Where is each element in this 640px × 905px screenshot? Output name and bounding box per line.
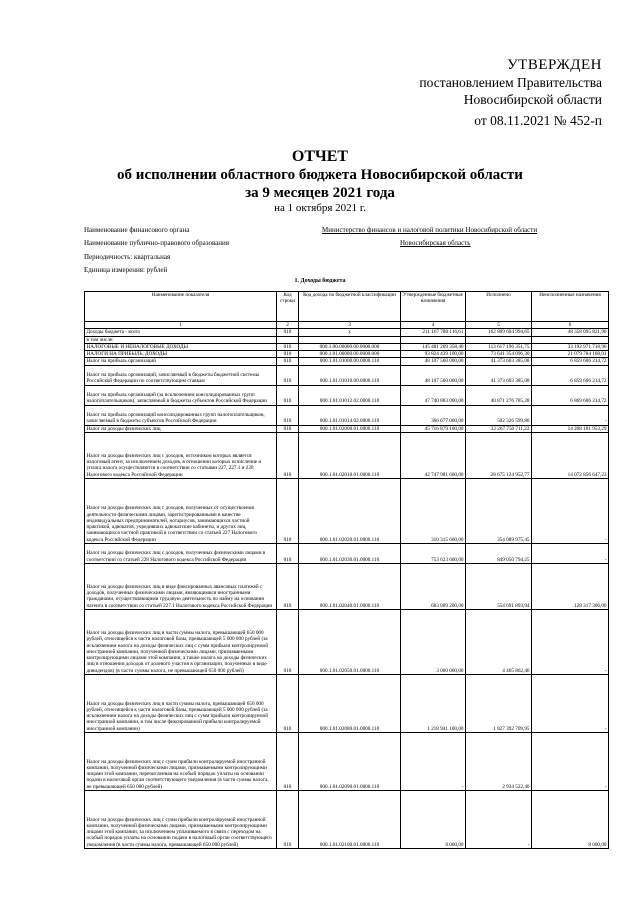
cell-line [277, 336, 299, 343]
column-number-row [85, 322, 609, 329]
approval-title: УТВЕРЖДЕН [507, 57, 602, 73]
cell-code: x [299, 329, 401, 336]
cell-line: 010 [277, 385, 299, 405]
table-row [85, 365, 609, 385]
cell-unexecuted: 48 358 095 821,96 [532, 329, 609, 336]
cell-code: 000.1.01.02100.01.0000.110 [299, 791, 401, 849]
table-row [85, 358, 609, 365]
cell-name: НАЛОГОВЫЕ И НЕНАЛОГОВЫЕ ДОХОДЫ [85, 343, 277, 350]
table-row [85, 479, 609, 544]
cell-name: в том числе: [85, 336, 277, 343]
entity-label: Наименование публично-правового образования [84, 239, 229, 247]
table-header-row [85, 292, 609, 322]
cell-name: Налог на доходы физических лиц с доходов, полученных физическими лицами в соответствии со статьей 228 Налогового кодекса Российской Федерации [85, 544, 277, 564]
table-row [85, 351, 609, 358]
approval-block [372, 57, 602, 108]
cell-unexecuted: 14 072 856 647,23 [532, 433, 609, 479]
cell-name: Налог на доходы физических лиц в виде фиксированных авансовых платежей с доходов, полученных физическими лицами, являющимися иностранными гражданами, осуществляющими трудовую деятельность по найму на основании патента в соответствии со статьей 227.1 Налогового кодекса Российской Федерации [85, 564, 277, 610]
periodicity-label: Периодичность: квартальная [84, 253, 171, 261]
cell-executed: - [466, 791, 532, 849]
cell-name: Доходы бюджета - всего [85, 329, 277, 336]
cell-unexecuted: 8 000,00 [532, 791, 609, 849]
cell-approved: - [401, 733, 466, 791]
cell-approved [401, 336, 466, 343]
cell-executed: 554 691 893,94 [466, 564, 532, 610]
cell-code: 000.1.01.02040.01.0000.110 [299, 564, 401, 610]
cell-unexecuted: 21 079 784 168,01 [532, 351, 609, 358]
approval-line-2: постановлением Правительства [419, 75, 602, 90]
cell-unexecuted: - [532, 675, 609, 733]
cell-executed: 41 373 603 385,08 [466, 358, 532, 365]
cell-name: Налог на доходы физических лиц с доходов, полученных от осуществления деятельности физическими лицами, зарегистрированными в качестве индивидуальных предпринимателей, нотариусов, занимающихся частной практикой, адвокатов, учредивших адвокатские кабинеты, и других лиц, занимающихся частной практикой в соответствии со статьей 227 Налогового кодекса Российской Федерации [85, 479, 277, 544]
cell-name: НАЛОГИ НА ПРИБЫЛЬ, ДОХОДЫ [85, 351, 277, 358]
cell-name: Налог на доходы физических лиц с сумм прибыли контролируемой иностранной компании, полученной физическими лицами, признаваемыми контролирующими лицами этой компании, перечисленная на особый порядок уплаты на основании подачи в налоговый орган соответствующего уведомления (в части суммы налога, не превышающей 650 000 рублей) [85, 733, 277, 791]
cell-line: 010 [277, 544, 299, 564]
table-row [85, 336, 609, 343]
cell-unexecuted: - [532, 544, 609, 564]
report-as-of-date: на 1 октября 2021 г. [274, 202, 366, 214]
cell-executed: 32 267 750 711,22 [466, 425, 532, 432]
cell-code: 000.1.01.00000.00.0000.000 [299, 351, 401, 358]
cell-name: Налог на доходы физических лиц в части суммы налога, превышающей 650 000 рублей, относящейся к части налоговой базы, превышающей 5 000 000 рублей (за исключением налога на доходы физических лиц с сумм прибыли контролируемой иностранной компании, в том числе фиксированной прибыли контролируемой иностранной компании) [85, 675, 277, 733]
cell-line: 010 [277, 405, 299, 425]
cell-approved: 8 000,00 [401, 791, 466, 849]
cell-executed: 1 827 392 709,95 [466, 675, 532, 733]
table-row [85, 610, 609, 675]
report-title: ОТЧЕТ [291, 148, 349, 165]
cell-approved: 93 824 439 100,00 [401, 351, 466, 358]
cell-executed [466, 336, 532, 343]
cell-code [299, 336, 401, 343]
cell-unexecuted: 14 208 181 953,29 [532, 425, 609, 432]
approval-line-3: Новосибирской области [463, 92, 602, 107]
cell-code: 000.1.01.02020.01.0000.110 [299, 479, 401, 544]
cell-line: 010 [277, 675, 299, 733]
cell-line: 010 [277, 329, 299, 336]
cell-unexecuted: 128 317 306,06 [532, 564, 609, 610]
cell-line: 010 [277, 479, 299, 544]
cell-executed: 73 641 354 096,30 [466, 351, 532, 358]
cell-name: Налог на прибыль организаций (за исключением консолидированных групп налогоплательщиков), зачисляемый в бюджеты субъектов Российской Федерации [85, 385, 277, 405]
section-title: 1. Доходы бюджета [294, 278, 346, 284]
cell-executed: 849 050 794,25 [466, 544, 532, 564]
cell-approved: 48 107 560 000,00 [401, 358, 466, 365]
cell-code: 000.1.00.00000.00.0000.000 [299, 343, 401, 350]
unit-label: Единица измерения: рублей [84, 266, 168, 274]
table-row [85, 425, 609, 432]
cell-code: 000.1.01.01012.02.0000.110 [299, 385, 401, 405]
cell-line: 010 [277, 564, 299, 610]
cell-approved: 683 009 200,00 [401, 564, 466, 610]
cell-unexecuted: 6 859 606 214,72 [532, 365, 609, 385]
cell-executed: 4 465 862,46 [466, 610, 532, 675]
header-executed: Исполнено [466, 292, 532, 322]
table-row [85, 564, 609, 610]
cell-code: 000.1.01.01000.00.0000.110 [299, 358, 401, 365]
cell-line: 010 [277, 433, 299, 479]
cell-approved: 366 677 000,00 [401, 405, 466, 425]
cell-code: 000.1.01.02090.01.0000.110 [299, 733, 401, 791]
cell-code: 000.1.01.02000.01.0000.110 [299, 425, 401, 432]
cell-name: Налог на доходы физических лиц [85, 425, 277, 432]
table-row [85, 544, 609, 564]
report-subtitle: об исполнении областного бюджета Новосибирской области [117, 167, 523, 183]
table-row [85, 791, 609, 849]
cell-approved: 3 000 000,00 [401, 610, 466, 675]
cell-approved: 48 107 560 000,00 [401, 365, 466, 385]
cell-unexecuted: 33 192 971 718,96 [532, 343, 609, 350]
table-row [85, 733, 609, 791]
entity-value: Новосибирская область [400, 239, 471, 247]
cell-name: Налог на прибыль организаций консолидированных групп налогоплательщиков, зачисляемый в бюджеты субъектов Российской Федерации [85, 405, 277, 425]
cell-approved: 310 315 600,00 [401, 479, 466, 544]
cell-line: 010 [277, 343, 299, 350]
cell-line: 010 [277, 365, 299, 385]
report-period: за 9 месяцев 2021 года [245, 185, 395, 201]
cell-code: 000.1.01.01014.02.0000.110 [299, 405, 401, 425]
cell-line: 010 [277, 791, 299, 849]
cell-unexecuted: - [532, 733, 609, 791]
cell-executed: 41 373 603 385,08 [466, 365, 532, 385]
cell-approved: 211 167 780 116,61 [401, 329, 466, 336]
cell-executed: 162 809 604 994,65 [466, 329, 532, 336]
income-table [84, 291, 609, 849]
cell-executed: 2 934 522,40 [466, 733, 532, 791]
cell-executed: 28 675 124 952,77 [466, 433, 532, 479]
col-number: 6 [532, 322, 609, 329]
cell-approved: 753 623 600,00 [401, 544, 466, 564]
cell-name: Налог на доходы физических лиц с доходов, источником которых является налоговый агент, за исключением доходов, в отношении которых исчисление и уплата налога осуществляются в соответствии со статьями 227, 227.1 и 228 Налогового кодекса Российской Федерации [85, 433, 277, 479]
cell-executed: 502 326 599,80 [466, 405, 532, 425]
table-body [85, 329, 609, 849]
approval-date: от 08.11.2021 № 452-п [474, 113, 602, 128]
cell-line: 010 [277, 425, 299, 432]
cell-name: Налог на доходы физических лиц в части суммы налога, превышающей 650 000 рублей, относящейся к части налоговой базы, превышающей 5 000 000 рублей (за исключением налога на доходы физических лиц с сумм прибыли контролируемой иностранной компании, полученной физическими лицами, признаваемыми контролирующими лицами этой компании, а также налога на доходы физических лиц в отношении доходов от долевого участия в организации, полученных в виде дивидендов) (в части суммы налога, не превышающей 650 000 рублей) [85, 610, 277, 675]
cell-executed: 40 871 276 785,28 [466, 385, 532, 405]
cell-unexecuted: 6 869 606 214,72 [532, 385, 609, 405]
cell-approved: 45 716 879 100,00 [401, 425, 466, 432]
cell-code: 000.1.01.02050.01.0000.110 [299, 610, 401, 675]
fin-organ-value: Министерство финансов и налоговой политики Новосибирской области [322, 226, 538, 234]
cell-name: Налог на доходы физических лиц с сумм прибыли контролируемой иностранной компании, полученной физическими лицами, признаваемыми контролирующими лицами этой компании, за исключением уплачиваемого в связи с переходом на особый порядок уплаты на основании подачи в налоговый орган соответствующего уведомления (в части суммы налога, превышающей 650 000 рублей) [85, 791, 277, 849]
cell-approved: 145 481 209 358,40 [401, 343, 466, 350]
header-unexecuted: Неисполненные назначения [532, 292, 609, 322]
col-number: 4 [401, 322, 466, 329]
cell-line: 010 [277, 733, 299, 791]
cell-executed: 113 617 196 351,75 [466, 343, 532, 350]
col-number: 1 [85, 322, 277, 329]
cell-code: 000.1.01.02080.01.0000.110 [299, 675, 401, 733]
cell-name: Налог на прибыль организаций, зачисляемый в бюджеты бюджетной системы Российской Федерации по соответствующим ставкам [85, 365, 277, 385]
header-approved: Утвержденные бюджетные назначения [401, 292, 466, 322]
cell-approved: 47 740 883 000,00 [401, 385, 466, 405]
cell-unexecuted: - [532, 479, 609, 544]
cell-unexecuted: 6 859 606 214,72 [532, 358, 609, 365]
report-title-block [0, 148, 640, 202]
cell-code: 000.1.01.02030.01.0000.110 [299, 544, 401, 564]
table-row [85, 343, 609, 350]
cell-code: 000.1.01.02010.01.0000.110 [299, 433, 401, 479]
header-income-code: Код дохода по бюджетной классификации [299, 292, 401, 322]
cell-name: Налог на прибыль организаций [85, 358, 277, 365]
cell-executed: 354 089 975,45 [466, 479, 532, 544]
cell-code: 000.1.01.01010.00.0000.110 [299, 365, 401, 385]
table-row [85, 329, 609, 336]
fin-organ-label: Наименование финансового органа [84, 226, 190, 234]
cell-unexecuted: - [532, 610, 609, 675]
cell-line: 010 [277, 358, 299, 365]
cell-line: 010 [277, 351, 299, 358]
table-row [85, 405, 609, 425]
table-row [85, 385, 609, 405]
col-number: 5 [466, 322, 532, 329]
header-name: Наименование показателя [85, 292, 277, 322]
header-line-code: Код строки [277, 292, 299, 322]
col-number: 2 [277, 322, 299, 329]
cell-approved: 42 747 981 600,00 [401, 433, 466, 479]
cell-unexecuted: - [532, 405, 609, 425]
cell-unexecuted [532, 336, 609, 343]
cell-approved: 1 218 941 100,00 [401, 675, 466, 733]
cell-line: 010 [277, 610, 299, 675]
table-row [85, 433, 609, 479]
table-row [85, 675, 609, 733]
col-number: 3 [299, 322, 401, 329]
